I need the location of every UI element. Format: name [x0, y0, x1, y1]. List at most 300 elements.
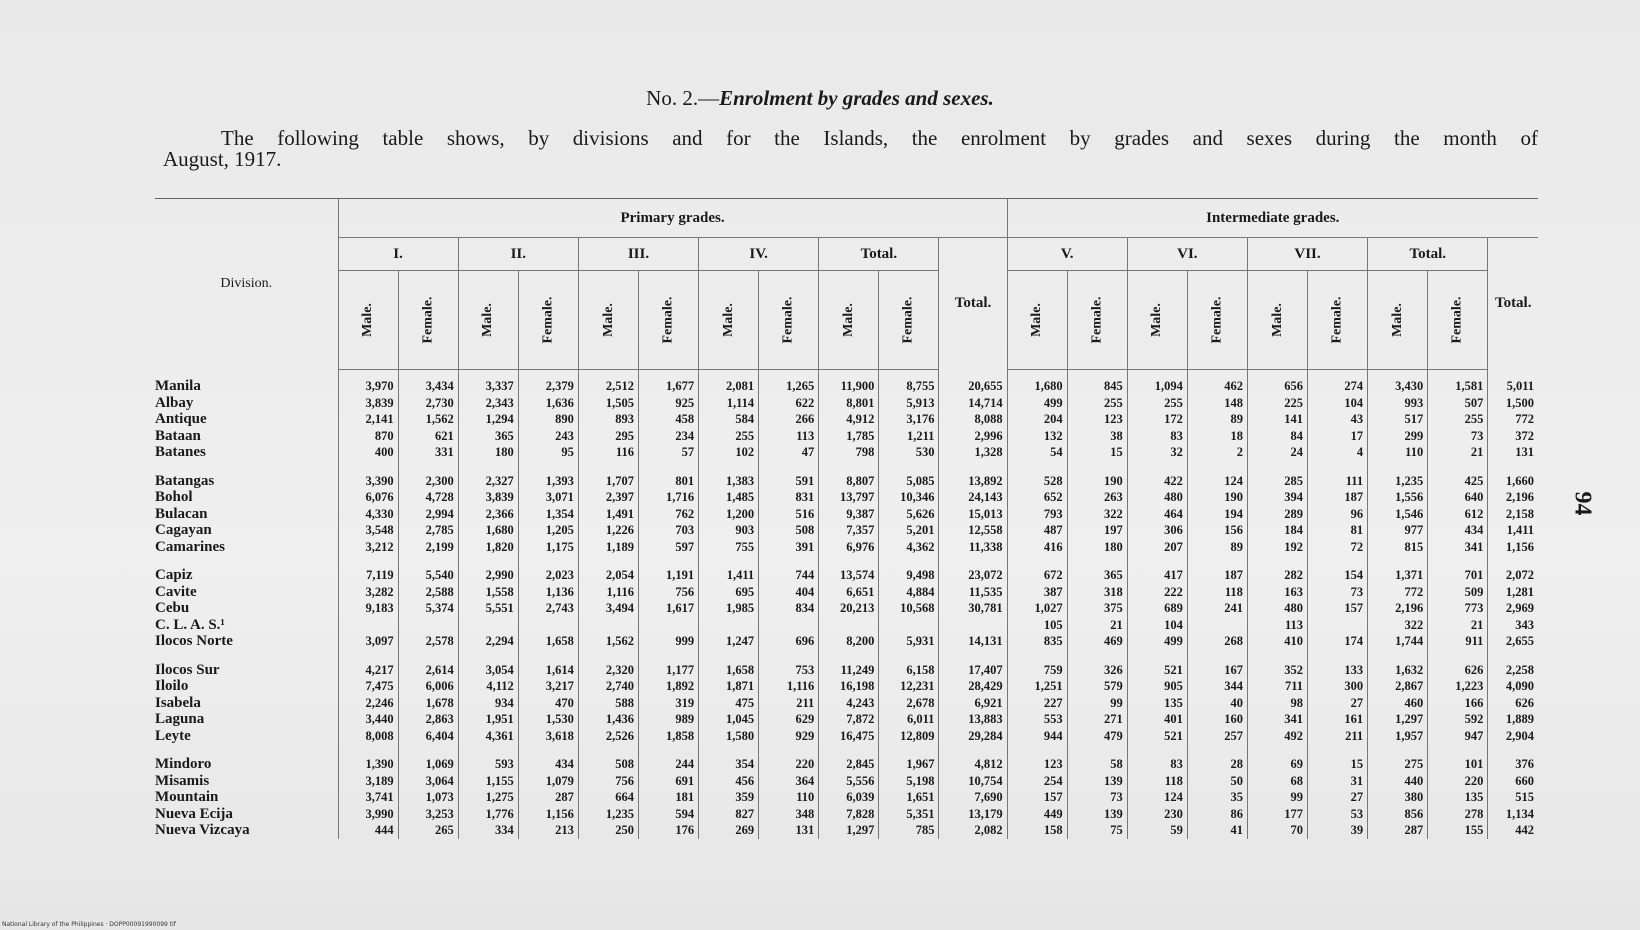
primary-total-header: Total.	[939, 238, 1007, 370]
cell-value: 1,530	[518, 711, 578, 728]
cell-value: 118	[1187, 584, 1247, 601]
cell-value: 271	[1067, 711, 1127, 728]
intro-line-1: The following table shows, by divisions and for the Islands, the enrolment by grades and sexes during the month of	[221, 126, 1538, 150]
cell-value: 6,921	[939, 695, 1007, 712]
cell-value: 4,217	[338, 650, 398, 679]
cell-value: 410	[1247, 633, 1307, 650]
cell-value: 38	[1067, 428, 1127, 445]
table-row	[155, 489, 1538, 506]
cell-value: 1,073	[398, 789, 458, 806]
cell-value: 9,183	[338, 600, 398, 617]
cell-value: 3,494	[578, 600, 638, 617]
cell-value: 2,320	[578, 650, 638, 679]
table-row	[155, 539, 1538, 556]
cell-value: 1,116	[578, 584, 638, 601]
cell-value: 1,500	[1488, 395, 1538, 412]
cell-value: 241	[1187, 600, 1247, 617]
cell-value: 3,430	[1368, 370, 1428, 395]
cell-value: 1,136	[518, 584, 578, 601]
cell-value: 3,054	[458, 650, 518, 679]
cell-value: 364	[759, 773, 819, 790]
cell-value: 8,755	[879, 370, 939, 395]
cell-value: 1,156	[1488, 539, 1538, 556]
cell-value: 110	[1368, 444, 1428, 461]
cell-value: 2,743	[518, 600, 578, 617]
cell-value: 12,558	[939, 522, 1007, 539]
cell-value: 903	[699, 522, 759, 539]
cell-value: 24	[1247, 444, 1307, 461]
cell-value: 11,535	[939, 584, 1007, 601]
cell-value: 343	[1488, 617, 1538, 634]
cell-value: 372	[1488, 428, 1538, 445]
cell-value	[578, 617, 638, 634]
cell-value: 299	[1368, 428, 1428, 445]
division-name: Camarines	[155, 538, 225, 555]
cell-value: 39	[1308, 822, 1368, 839]
cell-value: 711	[1247, 678, 1307, 695]
cell-value	[1308, 617, 1368, 634]
cell-value: 3,741	[338, 789, 398, 806]
cell-value: 326	[1067, 650, 1127, 679]
intermediate-total-header: Total.	[1488, 238, 1538, 370]
cell-value: 334	[458, 822, 518, 839]
intro-paragraph	[163, 128, 1538, 170]
cell-value: 773	[1428, 600, 1488, 617]
cell-value: 4,812	[939, 744, 1007, 773]
cell-value: 70	[1247, 822, 1307, 839]
cell-value: 187	[1308, 489, 1368, 506]
cell-value: 1,281	[1488, 584, 1538, 601]
cell-value	[398, 617, 458, 634]
cell-value: 278	[1428, 806, 1488, 823]
cell-value: 756	[638, 584, 698, 601]
cell-value: 14,714	[939, 395, 1007, 412]
cell-value: 5,626	[879, 506, 939, 523]
division-name: Laguna	[155, 711, 205, 727]
cell-value: 629	[759, 711, 819, 728]
cell-value: 460	[1368, 695, 1428, 712]
cell-value: 2,730	[398, 395, 458, 412]
cell-value: 640	[1428, 489, 1488, 506]
cell-value: 13,883	[939, 711, 1007, 728]
cell-value: 5,551	[458, 600, 518, 617]
cell-value: 530	[879, 444, 939, 461]
cell-value: 744	[759, 555, 819, 584]
cell-value: 6,651	[819, 584, 879, 601]
cell-value: 89	[1187, 539, 1247, 556]
cell-value: 20,655	[939, 370, 1007, 395]
cell-value: 2,081	[699, 370, 759, 395]
cell-value: 3,548	[338, 522, 398, 539]
cell-value: 1,069	[398, 744, 458, 773]
cell-value: 3,176	[879, 411, 939, 428]
cell-value: 3,097	[338, 633, 398, 650]
cell-value: 993	[1368, 395, 1428, 412]
cell-value: 612	[1428, 506, 1488, 523]
cell-value: 1,744	[1368, 633, 1428, 650]
cell-value: 1,485	[699, 489, 759, 506]
division-name: Bulacan	[155, 505, 208, 522]
cell-value: 492	[1247, 728, 1307, 745]
cell-value: 274	[1308, 370, 1368, 395]
cell-value: 1,354	[518, 506, 578, 523]
cell-value: 7,119	[338, 555, 398, 584]
cell-value: 1,177	[638, 650, 698, 679]
female-header	[1187, 271, 1247, 370]
cell-value: 6,011	[879, 711, 939, 728]
cell-value	[458, 617, 518, 634]
cell-value: 1,614	[518, 650, 578, 679]
cell-value: 192	[1247, 539, 1307, 556]
female-header	[1428, 271, 1488, 370]
cell-value: 5,198	[879, 773, 939, 790]
cell-value: 591	[759, 461, 819, 490]
cell-value: 660	[1488, 773, 1538, 790]
cell-value: 798	[819, 444, 879, 461]
cell-value: 3,839	[338, 395, 398, 412]
male-label: Male.	[600, 303, 616, 337]
cell-value: 10,754	[939, 773, 1007, 790]
cell-value: 977	[1368, 522, 1428, 539]
cell-value: 2,366	[458, 506, 518, 523]
cell-value: 157	[1308, 600, 1368, 617]
cell-value: 701	[1428, 555, 1488, 584]
cell-value: 487	[1007, 522, 1067, 539]
cell-value: 1,134	[1488, 806, 1538, 823]
cell-value: 331	[398, 444, 458, 461]
cell-value: 480	[1127, 489, 1187, 506]
cell-value: 27	[1308, 789, 1368, 806]
cell-value: 444	[338, 822, 398, 839]
cell-value: 156	[1187, 522, 1247, 539]
cell-value: 911	[1428, 633, 1488, 650]
cell-value: 470	[518, 695, 578, 712]
cell-value: 9,387	[819, 506, 879, 523]
cell-value: 588	[578, 695, 638, 712]
cell-value: 102	[699, 444, 759, 461]
cell-value: 11,249	[819, 650, 879, 679]
cell-value: 344	[1187, 678, 1247, 695]
cell-value: 375	[1067, 600, 1127, 617]
cell-value: 3,839	[458, 489, 518, 506]
cell-value: 1,297	[1368, 711, 1428, 728]
cell-value: 480	[1247, 600, 1307, 617]
division-name: Iloilo	[155, 678, 189, 694]
cell-value: 43	[1308, 411, 1368, 428]
cell-value: 3,282	[338, 584, 398, 601]
cell-value: 359	[699, 789, 759, 806]
male-label: Male.	[840, 303, 856, 337]
cell-value: 28	[1187, 744, 1247, 773]
cell-value: 4,728	[398, 489, 458, 506]
cell-value: 400	[338, 444, 398, 461]
cell-value: 23,072	[939, 555, 1007, 584]
cell-value: 148	[1187, 395, 1247, 412]
cell-value: 1,680	[1007, 370, 1067, 395]
table-row	[155, 428, 1538, 445]
cell-value: 83	[1127, 428, 1187, 445]
cell-value: 131	[759, 822, 819, 839]
cell-value: 999	[638, 633, 698, 650]
cell-value: 528	[1007, 461, 1067, 490]
cell-value: 456	[699, 773, 759, 790]
cell-value: 7,690	[939, 789, 1007, 806]
cell-value: 15	[1067, 444, 1127, 461]
table-row	[155, 370, 1538, 395]
cell-value: 756	[578, 773, 638, 790]
cell-value: 1,716	[638, 489, 698, 506]
cell-value: 1,027	[1007, 600, 1067, 617]
cell-value: 124	[1127, 789, 1187, 806]
female-header	[759, 271, 819, 370]
cell-value: 1,371	[1368, 555, 1428, 584]
cell-value: 1,200	[699, 506, 759, 523]
cell-value	[759, 617, 819, 634]
cell-value: 68	[1247, 773, 1307, 790]
cell-value: 434	[518, 744, 578, 773]
cell-value: 139	[1067, 773, 1127, 790]
cell-value: 101	[1428, 744, 1488, 773]
cell-value: 1,436	[578, 711, 638, 728]
cell-value: 341	[1428, 539, 1488, 556]
cell-value: 124	[1187, 461, 1247, 490]
cell-value: 96	[1308, 506, 1368, 523]
cell-value: 1,247	[699, 633, 759, 650]
cell-value: 154	[1308, 555, 1368, 584]
cell-value: 1,297	[819, 822, 879, 839]
cell-value: 440	[1368, 773, 1428, 790]
cell-value: 13,179	[939, 806, 1007, 823]
cell-value: 6,976	[819, 539, 879, 556]
cell-value: 3,189	[338, 773, 398, 790]
cell-value: 2	[1187, 444, 1247, 461]
cell-value	[699, 617, 759, 634]
cell-value: 3,212	[338, 539, 398, 556]
cell-value: 893	[578, 411, 638, 428]
table-row	[155, 806, 1538, 823]
cell-value: 1,235	[578, 806, 638, 823]
cell-value: 1,223	[1428, 678, 1488, 695]
cell-value: 8,088	[939, 411, 1007, 428]
enrolment-table	[155, 198, 1538, 839]
male-label: Male.	[480, 303, 496, 337]
cell-value: 6,006	[398, 678, 458, 695]
cell-value: 2,588	[398, 584, 458, 601]
cell-value: 275	[1368, 744, 1428, 773]
grade-6-header: VI.	[1127, 238, 1247, 271]
cell-value: 4,361	[458, 728, 518, 745]
cell-value: 458	[638, 411, 698, 428]
cell-value: 319	[638, 695, 698, 712]
primary-grades-header: Primary grades.	[338, 199, 1007, 238]
table-row	[155, 461, 1538, 490]
cell-value: 1,175	[518, 539, 578, 556]
intermediate-total-group-header: Total.	[1368, 238, 1488, 271]
cell-value: 1,820	[458, 539, 518, 556]
female-label: Female.	[900, 296, 916, 344]
cell-value: 110	[759, 789, 819, 806]
cell-value: 197	[1067, 522, 1127, 539]
cell-value: 255	[1428, 411, 1488, 428]
cell-value: 12,231	[879, 678, 939, 695]
cell-value: 21	[1067, 617, 1127, 634]
cell-value: 10,568	[879, 600, 939, 617]
cell-value: 157	[1007, 789, 1067, 806]
cell-value: 1,546	[1368, 506, 1428, 523]
cell-value: 1,045	[699, 711, 759, 728]
cell-value: 3,618	[518, 728, 578, 745]
cell-value: 1,985	[699, 600, 759, 617]
cell-value: 691	[638, 773, 698, 790]
male-header	[1368, 271, 1428, 370]
cell-value: 2,141	[338, 411, 398, 428]
cell-value: 2,678	[879, 695, 939, 712]
cell-value: 211	[1308, 728, 1368, 745]
cell-value: 285	[1247, 461, 1307, 490]
cell-value: 155	[1428, 822, 1488, 839]
cell-value: 4	[1308, 444, 1368, 461]
cell-value: 479	[1067, 728, 1127, 745]
cell-value: 3,970	[338, 370, 398, 395]
table-row	[155, 678, 1538, 695]
cell-value: 925	[638, 395, 698, 412]
grade-4-header: IV.	[699, 238, 819, 271]
division-name: Misamis	[155, 772, 210, 789]
male-header	[1127, 271, 1187, 370]
division-name: Mindoro	[155, 756, 212, 772]
cell-value: 652	[1007, 489, 1067, 506]
cell-value: 597	[638, 539, 698, 556]
cell-value: 622	[759, 395, 819, 412]
cell-value: 1,211	[879, 428, 939, 445]
cell-value: 387	[1007, 584, 1067, 601]
cell-value: 3,064	[398, 773, 458, 790]
cell-value: 89	[1187, 411, 1247, 428]
cell-value: 1,079	[518, 773, 578, 790]
division-name: Batanes	[155, 444, 206, 460]
cell-value: 3,990	[338, 806, 398, 823]
cell-value: 3,253	[398, 806, 458, 823]
grade-5-header: V.	[1007, 238, 1127, 271]
cell-value: 5,374	[398, 600, 458, 617]
cell-value: 227	[1007, 695, 1067, 712]
table-row	[155, 695, 1538, 712]
male-label: Male.	[1029, 303, 1045, 337]
cell-value: 8,807	[819, 461, 879, 490]
cell-value: 449	[1007, 806, 1067, 823]
cell-value: 404	[759, 584, 819, 601]
cell-value: 6,039	[819, 789, 879, 806]
cell-value: 10,346	[879, 489, 939, 506]
cell-value: 1,094	[1127, 370, 1187, 395]
division-name: Ilocos Norte	[155, 633, 233, 649]
cell-value: 207	[1127, 539, 1187, 556]
cell-value: 95	[518, 444, 578, 461]
cell-value	[819, 617, 879, 634]
cell-value: 15	[1308, 744, 1368, 773]
cell-value: 2,379	[518, 370, 578, 395]
table-row	[155, 555, 1538, 584]
cell-value: 672	[1007, 555, 1067, 584]
division-name: Cavite	[155, 583, 197, 600]
table-title	[0, 86, 1640, 111]
cell-value: 793	[1007, 506, 1067, 523]
cell-value	[338, 617, 398, 634]
cell-value: 1,383	[699, 461, 759, 490]
cell-value: 856	[1368, 806, 1428, 823]
division-name: Antique	[155, 411, 207, 427]
intermediate-grades-header: Intermediate grades.	[1007, 199, 1538, 238]
cell-value: 1,226	[578, 522, 638, 539]
cell-value: 1,155	[458, 773, 518, 790]
cell-value: 341	[1247, 711, 1307, 728]
cell-value: 9,498	[879, 555, 939, 584]
cell-value: 434	[1428, 522, 1488, 539]
cell-value: 2,904	[1488, 728, 1538, 745]
archive-footer: National Library of the Philippines · DOPP00091990099 tif	[2, 921, 176, 928]
cell-value: 845	[1067, 370, 1127, 395]
title-italic: Enrolment by grades and sexes.	[719, 86, 994, 110]
cell-value: 2,082	[939, 822, 1007, 839]
cell-value: 1,677	[638, 370, 698, 395]
cell-value: 222	[1127, 584, 1187, 601]
cell-value: 1,651	[879, 789, 939, 806]
cell-value: 508	[759, 522, 819, 539]
table-row	[155, 633, 1538, 650]
cell-value: 14,131	[939, 633, 1007, 650]
cell-value: 59	[1127, 822, 1187, 839]
male-label: Male.	[720, 303, 736, 337]
cell-value: 41	[1187, 822, 1247, 839]
cell-value: 2,867	[1368, 678, 1428, 695]
cell-value: 1,505	[578, 395, 638, 412]
cell-value: 213	[518, 822, 578, 839]
cell-value: 509	[1428, 584, 1488, 601]
cell-value: 626	[1488, 695, 1538, 712]
cell-value: 40	[1187, 695, 1247, 712]
cell-value: 86	[1187, 806, 1247, 823]
grade-1-header: I.	[338, 238, 458, 271]
cell-value: 322	[1067, 506, 1127, 523]
table-row	[155, 744, 1538, 773]
cell-value	[939, 617, 1007, 634]
cell-value: 211	[759, 695, 819, 712]
cell-value: 13,797	[819, 489, 879, 506]
cell-value: 4,112	[458, 678, 518, 695]
cell-value: 163	[1247, 584, 1307, 601]
cell-value: 287	[1368, 822, 1428, 839]
cell-value: 8,801	[819, 395, 879, 412]
cell-value: 521	[1127, 650, 1187, 679]
cell-value: 289	[1247, 506, 1307, 523]
cell-value: 73	[1308, 584, 1368, 601]
division-name: Isabela	[155, 694, 201, 711]
cell-value: 4,362	[879, 539, 939, 556]
page-number: 94	[1569, 491, 1596, 516]
cell-value: 469	[1067, 633, 1127, 650]
grade-7-header: VII.	[1247, 238, 1367, 271]
cell-value: 7,872	[819, 711, 879, 728]
cell-value: 815	[1368, 539, 1428, 556]
cell-value: 835	[1007, 633, 1067, 650]
cell-value	[879, 617, 939, 634]
cell-value: 58	[1067, 744, 1127, 773]
cell-value: 416	[1007, 539, 1067, 556]
cell-value: 1,390	[338, 744, 398, 773]
cell-value: 2,246	[338, 695, 398, 712]
cell-value: 517	[1368, 411, 1428, 428]
cell-value: 300	[1308, 678, 1368, 695]
